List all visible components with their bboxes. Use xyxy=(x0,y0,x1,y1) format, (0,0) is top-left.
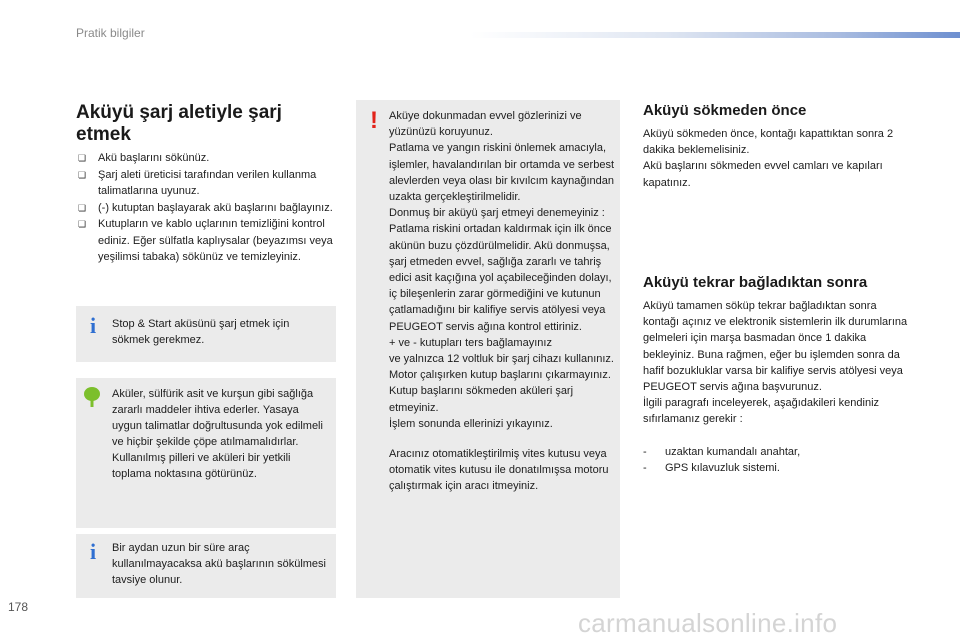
info-icon: i xyxy=(89,313,97,338)
exclamation-icon: ! xyxy=(370,107,378,134)
watermark: carmanualsonline.info xyxy=(578,608,838,638)
square-bullet-icon: ❏ xyxy=(78,169,87,180)
list-item: - uzaktan kumandalı anahtar, xyxy=(643,446,801,458)
para-after-reconnect: Aküyü tamamen söküp tekrar bağladıktan sonra kontağı açınız ve elektronik sistemlerin ilk durumlarına gelmeleri için marşa basmadan önce 1 dakika bekleyiniz. Buna rağmen, eğer bu işlemden sonra da hafif bozukluklar varsa bir kalifiye servis atölyesi veya PEUGEOT servis ağına başvurunuz. İlgili paragrafı inceleyerek, aşağıdakileri kendiniz sıfırlamanız gerekir : xyxy=(643,300,908,426)
warning-text: Aküye dokunmadan evvel gözlerinizi ve yüzünüzü koruyunuz. Patlama ve yangın riskini önlemek amacıyla, işlemler, havalandırılan bir ortamda ve serbest alevlerden veya olası bir kıvılcım kaynağından uzakta gerçekleştirilmelidir. Donmuş bir aküyü şarj etmeyi denemeyiniz : Patlama riskini ortadan kaldırmak için ilk önce akünün buzu çözdürülmelidir. Akü donmuşsa, şarj etmeden evvel, sağlığa zararlı ve tahriş edici asit kaçığına yol açabileceğinden dolayı, iç bileşenlerin zarar görmediğini ve kutunun çatlamadığını bir kalifiye servis atölyesi veya PEUGEOT servis ağına kontrol ettiriniz. + ve - kutupları ters bağlamayınız ve yalnızca 12 voltluk bir şarj cihazı kullanınız. Motor çalışırken kutup başlarını çıkarmayınız. Kutup başlarını sökmeden aküleri şarj etmeyiniz. İşlem sonunda ellerinizi yıkayınız. xyxy=(389,110,615,430)
reset-list xyxy=(643,444,911,476)
list-item: ❏ Şarj aleti üreticisi tarafından verilen kullanma talimatlarına uyunuz. xyxy=(78,168,317,197)
info-box-storage: i Bir aydan uzun bir süre araç kullanılmayacaksa akü başlarının sökülmesi tavsiye olunur. xyxy=(76,534,336,598)
header-gradient-bar xyxy=(470,32,960,38)
square-bullet-icon: ❏ xyxy=(78,219,87,229)
info-icon: i xyxy=(89,539,97,564)
list-item: ❏ Kutupların ve kablo uçlarının temizliğini kontrol ediniz. Eğer sülfatla kaplıysalar (beyazımsı veya yeşilimsi tabaka) sökünüz ve temizleyiniz. xyxy=(78,218,333,263)
para-before-removal: Aküyü sökmeden önce, kontağı kapattıktan sonra 2 dakika beklemelisiniz. Akü başlarını sökmeden evvel camları ve kapıları kapatınız. xyxy=(643,128,894,189)
page-number: 178 xyxy=(8,600,29,614)
heading-after-reconnect: Aküyü tekrar bağladıktan sonra xyxy=(643,274,868,291)
info-box-stop-start: i Stop & Start aküsünü şarj etmek için sökmek gerekmez. xyxy=(76,306,336,362)
square-bullet-icon: ❏ xyxy=(78,153,87,163)
heading-before-removal: Aküyü sökmeden önce xyxy=(643,102,807,119)
warning-text-push: Aracınız otomatikleştirilmiş vites kutusu veya otomatik vites kutusu ile donatılmışsa motoru çalıştırmak için aracı itmeyiniz. xyxy=(389,448,609,493)
square-bullet-icon: ❏ xyxy=(78,202,87,213)
list-item: ❏ Akü başlarını sökünüz. xyxy=(78,150,340,167)
environment-box: Aküler, sülfürik asit ve kurşun gibi sağlığa zararlı maddeler ihtiva ederler. Yasaya uygun talimatlar doğrultusunda yok edilmeli ve hiçbir şekilde çöpe atılmamalıdırlar. Kullanılmış pilleri ve aküleri bir yetkili toplama noktasına götürünüz. xyxy=(76,378,336,528)
main-title: Aküyü şarj aletiyle şarj etmek xyxy=(76,102,282,145)
list-item: - GPS kılavuzluk sistemi. xyxy=(643,462,780,475)
list-item: ❏ (-) kutuptan başlayarak akü başlarını bağlayınız. xyxy=(78,200,340,217)
warning-box xyxy=(356,100,620,598)
tree-icon xyxy=(82,386,102,408)
section-title: Pratik bilgiler xyxy=(76,26,145,40)
steps-list xyxy=(78,150,340,266)
